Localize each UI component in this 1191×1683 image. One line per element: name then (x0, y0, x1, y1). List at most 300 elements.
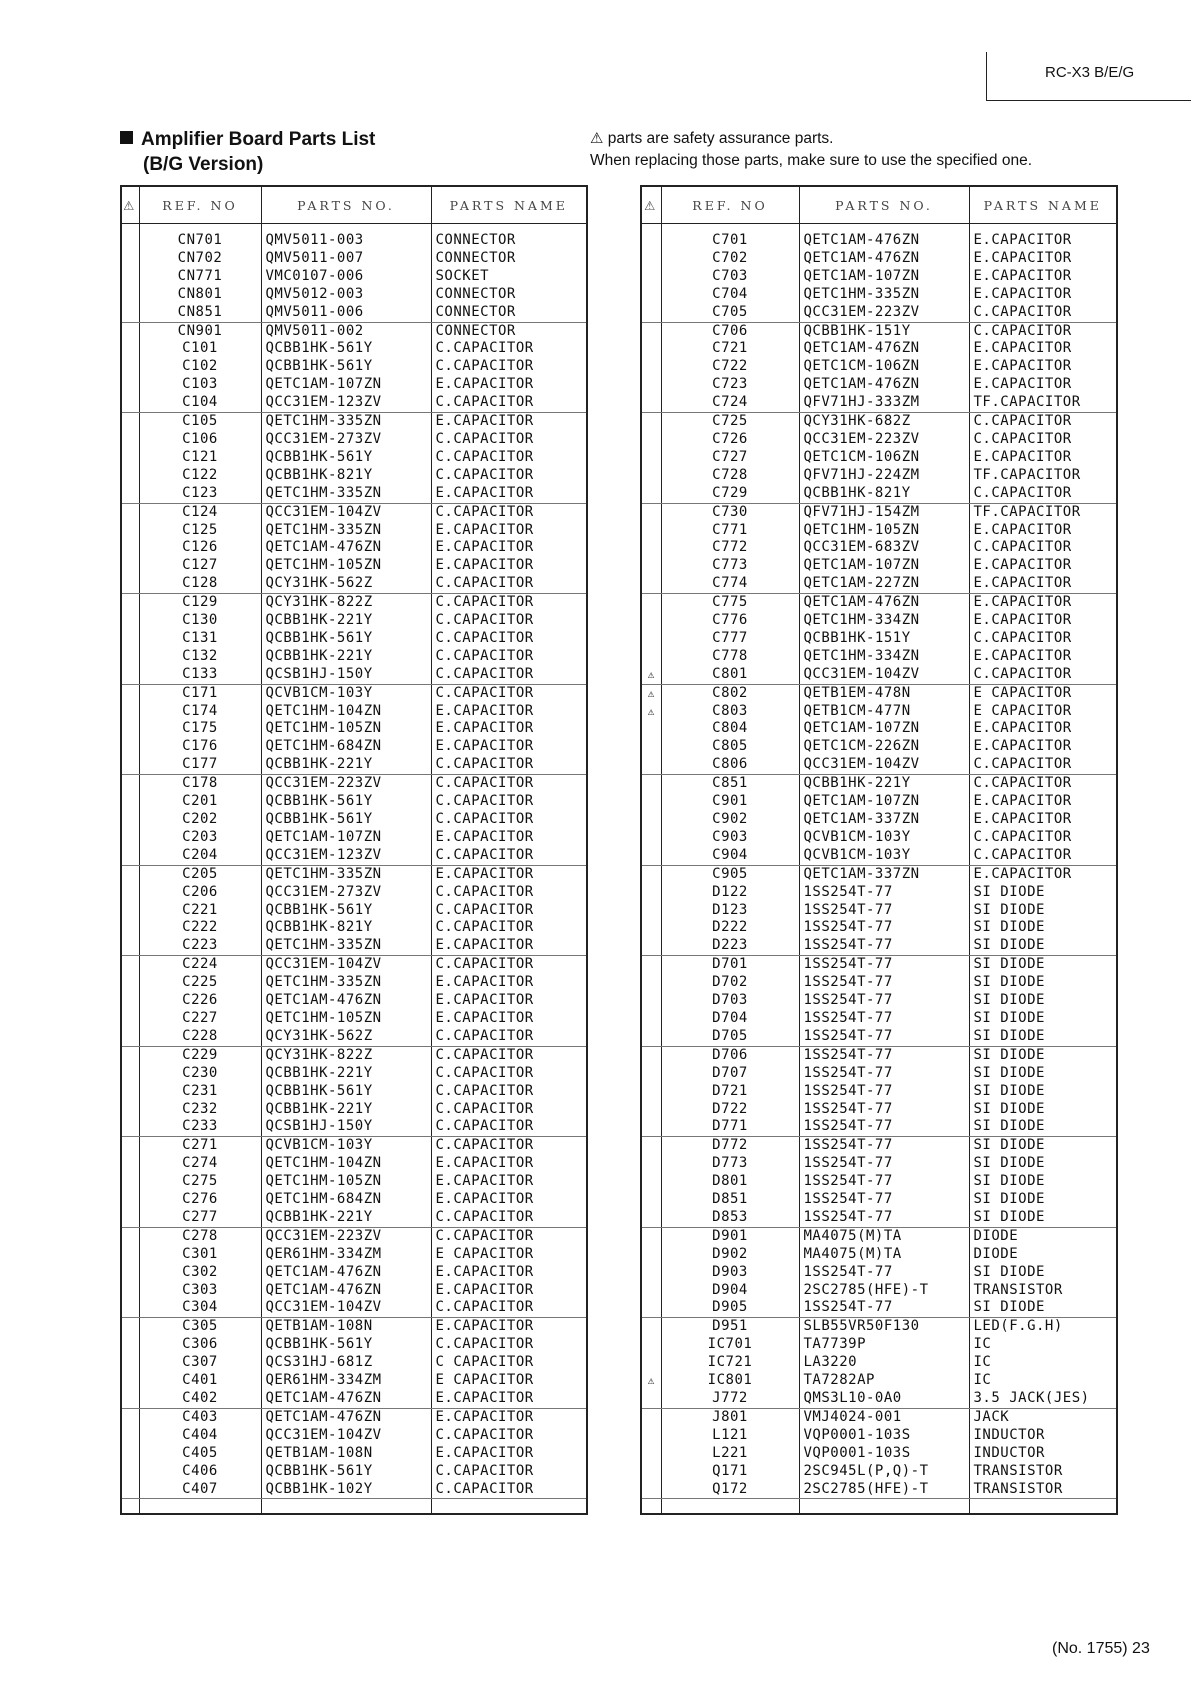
table-row (641, 1046, 1117, 1064)
ref-no-cell: C229 (139, 1046, 261, 1064)
safety-mark-cell (121, 992, 139, 1010)
parts-name-cell: E.CAPACITOR (431, 376, 587, 394)
safety-mark-cell (641, 1173, 661, 1191)
parts-no-cell: 1SS254T-77 (799, 1065, 969, 1083)
parts-name-cell: C.CAPACITOR (431, 884, 587, 902)
parts-name-cell: E.CAPACITOR (431, 557, 587, 575)
safety-mark-cell (121, 1101, 139, 1119)
safety-mark-cell (121, 1427, 139, 1445)
table-row (641, 268, 1117, 286)
ref-no-cell: C129 (139, 594, 261, 612)
safety-mark-cell (641, 1336, 661, 1354)
spacer-cell (139, 224, 261, 233)
safety-mark-cell (641, 738, 661, 756)
ref-no-cell: L221 (661, 1445, 799, 1463)
ref-no-cell: C301 (139, 1246, 261, 1264)
table-row (121, 847, 587, 865)
parts-no-cell: QCS31HJ-681Z (261, 1354, 431, 1372)
safety-mark-cell (121, 648, 139, 666)
safety-mark-cell (121, 340, 139, 358)
safety-mark-cell (641, 1299, 661, 1317)
parts-no-cell: QMV5011-003 (261, 232, 431, 250)
parts-name-cell: IC (969, 1336, 1117, 1354)
parts-no-cell: SLB55VR50F130 (799, 1318, 969, 1336)
parts-no-cell: QETC1HM-335ZN (261, 937, 431, 955)
ref-no-cell: C125 (139, 522, 261, 540)
table-row (641, 539, 1117, 557)
parts-no-cell: QETC1AM-476ZN (261, 1408, 431, 1426)
table-row (121, 322, 587, 340)
ref-no-cell: C222 (139, 919, 261, 937)
safety-mark-cell (641, 992, 661, 1010)
ref-no-cell: C175 (139, 720, 261, 738)
ref-no-cell: C774 (661, 575, 799, 593)
parts-no-cell: QETC1AM-107ZN (799, 793, 969, 811)
parts-name-cell: E.CAPACITOR (969, 648, 1117, 666)
safety-mark-cell (121, 829, 139, 847)
ref-no-cell: D704 (661, 1010, 799, 1028)
table-row (641, 1299, 1117, 1317)
ref-no-cell: C171 (139, 684, 261, 702)
safety-mark-cell (641, 340, 661, 358)
table-row (121, 1137, 587, 1155)
table-row (641, 358, 1117, 376)
table-row (641, 1083, 1117, 1101)
safety-mark-cell (121, 1010, 139, 1028)
safety-mark-cell (121, 1481, 139, 1499)
parts-no-cell: QCBB1HK-221Y (261, 648, 431, 666)
parts-no-cell: QETC1HM-334ZN (799, 648, 969, 666)
parts-no-cell: 1SS254T-77 (799, 1299, 969, 1317)
ref-no-cell: C176 (139, 738, 261, 756)
table-row (641, 884, 1117, 902)
parts-no-cell: QCY31HK-682Z (799, 413, 969, 431)
safety-mark-cell (641, 902, 661, 920)
table-row (641, 865, 1117, 883)
table-row (121, 250, 587, 268)
table-row (121, 1246, 587, 1264)
parts-no-cell: QCBB1HK-561Y (261, 1336, 431, 1354)
safety-mark-cell (641, 811, 661, 829)
safety-mark-cell (641, 1065, 661, 1083)
safety-mark-cell (641, 503, 661, 521)
ref-no-cell: D771 (661, 1118, 799, 1136)
parts-name-cell: E.CAPACITOR (431, 1155, 587, 1173)
parts-no-cell: 1SS254T-77 (799, 1046, 969, 1064)
table-row (121, 1445, 587, 1463)
table-row (641, 1336, 1117, 1354)
ref-no-cell: C205 (139, 865, 261, 883)
safety-mark-cell (121, 557, 139, 575)
safety-mark-cell (121, 485, 139, 503)
safety-mark-cell (121, 1083, 139, 1101)
parts-no-cell: QCBB1HK-561Y (261, 449, 431, 467)
table-row (641, 1209, 1117, 1227)
ref-no-cell: J801 (661, 1408, 799, 1426)
parts-no-cell: QETC1HM-105ZN (261, 1173, 431, 1191)
ref-no-cell: C203 (139, 829, 261, 847)
table-row (121, 775, 587, 793)
ref-no-cell: C307 (139, 1354, 261, 1372)
table-row (121, 1101, 587, 1119)
safety-mark-cell (641, 250, 661, 268)
safety-mark-cell (121, 1336, 139, 1354)
ref-no-cell: C225 (139, 974, 261, 992)
ref-no-cell: C403 (139, 1408, 261, 1426)
table-row (121, 793, 587, 811)
parts-name-cell: SI DIODE (969, 902, 1117, 920)
parts-no-cell: QCC31EM-273ZV (261, 884, 431, 902)
parts-name-cell: CONNECTOR (431, 250, 587, 268)
parts-name-cell: C.CAPACITOR (431, 847, 587, 865)
parts-name-cell: E.CAPACITOR (969, 358, 1117, 376)
ref-no-cell: C274 (139, 1155, 261, 1173)
safety-mark-cell (641, 974, 661, 992)
parts-name-cell: SI DIODE (969, 1155, 1117, 1173)
parts-name-cell: E.CAPACITOR (969, 793, 1117, 811)
table-row (121, 1299, 587, 1317)
parts-name-cell: E.CAPACITOR (431, 485, 587, 503)
header-safety: ⚠ (641, 186, 661, 224)
safety-mark-cell (121, 1173, 139, 1191)
safety-mark-cell (641, 1118, 661, 1136)
table-row (641, 1408, 1117, 1426)
parts-name-cell: E.CAPACITOR (969, 594, 1117, 612)
parts-no-cell: QETC1AM-476ZN (261, 1282, 431, 1300)
spacer-row (641, 1499, 1117, 1515)
parts-name-cell: C.CAPACITOR (969, 756, 1117, 774)
parts-name-cell: TRANSISTOR (969, 1282, 1117, 1300)
safety-mark-cell (641, 522, 661, 540)
parts-name-cell: E.CAPACITOR (431, 937, 587, 955)
table-row (121, 594, 587, 612)
parts-name-cell: SI DIODE (969, 1137, 1117, 1155)
spacer-cell (261, 224, 431, 233)
ref-no-cell: C102 (139, 358, 261, 376)
parts-no-cell: 1SS254T-77 (799, 937, 969, 955)
spacer-cell (641, 224, 661, 233)
parts-name-cell: C.CAPACITOR (431, 594, 587, 612)
safety-mark-cell (121, 1463, 139, 1481)
safety-mark-cell (641, 1191, 661, 1209)
spacer-cell (139, 1499, 261, 1515)
table-row (121, 1191, 587, 1209)
safety-mark-cell (641, 1282, 661, 1300)
table-row (641, 630, 1117, 648)
parts-name-cell: C.CAPACITOR (431, 575, 587, 593)
parts-no-cell: QCBB1HK-561Y (261, 340, 431, 358)
safety-mark-cell (641, 1028, 661, 1046)
ref-no-cell: C305 (139, 1318, 261, 1336)
table-row (121, 1481, 587, 1499)
page-title (120, 127, 375, 177)
parts-name-cell: E.CAPACITOR (431, 865, 587, 883)
safety-mark-cell (641, 286, 661, 304)
table-row (121, 1173, 587, 1191)
parts-name-cell: C.CAPACITOR (431, 1463, 587, 1481)
safety-mark-cell (121, 1390, 139, 1408)
safety-mark-cell (641, 1481, 661, 1499)
parts-name-cell: 3.5 JACK(JES) (969, 1390, 1117, 1408)
safety-mark-cell (641, 919, 661, 937)
ref-no-cell: C130 (139, 612, 261, 630)
parts-no-cell: 1SS254T-77 (799, 902, 969, 920)
table-row (121, 449, 587, 467)
safety-mark-cell (641, 956, 661, 974)
table-row (641, 250, 1117, 268)
parts-name-cell: C.CAPACITOR (431, 666, 587, 684)
safety-mark-cell (641, 376, 661, 394)
safety-mark-cell (641, 775, 661, 793)
table-row (641, 1101, 1117, 1119)
parts-no-cell: QCSB1HJ-150Y (261, 1118, 431, 1136)
warning-triangle-icon: ⚠ (590, 130, 604, 147)
safety-mark-cell (121, 376, 139, 394)
parts-no-cell: QETC1AM-476ZN (799, 340, 969, 358)
safety-mark-cell (641, 467, 661, 485)
parts-no-cell: QETC1HM-684ZN (261, 1191, 431, 1209)
table-row (121, 684, 587, 702)
safety-mark-cell (121, 594, 139, 612)
parts-name-cell: SI DIODE (969, 992, 1117, 1010)
table-row (121, 1046, 587, 1064)
parts-table-right (640, 185, 1118, 1515)
parts-name-cell: C.CAPACITOR (431, 1336, 587, 1354)
safety-mark-cell (641, 449, 661, 467)
ref-no-cell: C727 (661, 449, 799, 467)
parts-no-cell: QCBB1HK-102Y (261, 1481, 431, 1499)
table-row (641, 1463, 1117, 1481)
parts-no-cell: QCC31EM-104ZV (799, 666, 969, 684)
table-row (641, 340, 1117, 358)
parts-no-cell: QETB1CM-477N (799, 703, 969, 721)
ref-no-cell: CN851 (139, 304, 261, 322)
table-row (121, 1463, 587, 1481)
safety-mark-cell: ⚠ (641, 666, 661, 684)
ref-no-cell: C224 (139, 956, 261, 974)
parts-name-cell: C.CAPACITOR (431, 1227, 587, 1245)
header-parts-no: PARTS NO. (261, 186, 431, 224)
parts-name-cell: SI DIODE (969, 1264, 1117, 1282)
table-row (641, 1173, 1117, 1191)
parts-name-cell: C.CAPACITOR (969, 322, 1117, 340)
ref-no-cell: C106 (139, 431, 261, 449)
ref-no-cell: C306 (139, 1336, 261, 1354)
parts-no-cell: QCC31EM-104ZV (261, 1299, 431, 1317)
model-number: RC-X3 B/E/G (1045, 64, 1135, 81)
parts-no-cell: QETC1AM-337ZN (799, 811, 969, 829)
title-line-1: Amplifier Board Parts List (141, 129, 376, 150)
parts-name-cell: C.CAPACITOR (431, 775, 587, 793)
ref-no-cell: D902 (661, 1246, 799, 1264)
parts-no-cell: QCBB1HK-561Y (261, 630, 431, 648)
safety-mark-cell (121, 449, 139, 467)
ref-no-cell: C133 (139, 666, 261, 684)
table-row (121, 974, 587, 992)
table-row (121, 539, 587, 557)
parts-no-cell: 1SS254T-77 (799, 1264, 969, 1282)
parts-no-cell: QETC1HM-334ZN (799, 612, 969, 630)
ref-no-cell: C401 (139, 1372, 261, 1390)
header-parts-no: PARTS NO. (799, 186, 969, 224)
ref-no-cell: C775 (661, 594, 799, 612)
parts-name-cell: E.CAPACITOR (431, 974, 587, 992)
safety-mark-cell (121, 503, 139, 521)
table-row (641, 1191, 1117, 1209)
safety-mark-cell (121, 775, 139, 793)
safety-mark-cell (121, 1118, 139, 1136)
ref-no-cell: CN901 (139, 322, 261, 340)
parts-name-cell: C.CAPACITOR (431, 431, 587, 449)
parts-name-cell: C.CAPACITOR (431, 1046, 587, 1064)
table-row (641, 847, 1117, 865)
safety-mark-cell: ⚠ (641, 684, 661, 702)
spacer-cell (431, 1499, 587, 1515)
parts-no-cell: QFV71HJ-224ZM (799, 467, 969, 485)
ref-no-cell: C805 (661, 738, 799, 756)
parts-no-cell: QETC1CM-226ZN (799, 738, 969, 756)
parts-name-cell: C.CAPACITOR (431, 902, 587, 920)
ref-no-cell: D903 (661, 1264, 799, 1282)
parts-no-cell: QCC31EM-223ZV (261, 1227, 431, 1245)
parts-no-cell: QMV5012-003 (261, 286, 431, 304)
parts-no-cell: QETC1AM-107ZN (799, 557, 969, 575)
safety-mark-cell (641, 304, 661, 322)
safety-mark-cell (641, 1445, 661, 1463)
parts-name-cell: SI DIODE (969, 1065, 1117, 1083)
parts-no-cell: 1SS254T-77 (799, 1101, 969, 1119)
ref-no-cell: C304 (139, 1299, 261, 1317)
parts-no-cell: QETC1HM-335ZN (261, 865, 431, 883)
table-row (121, 1010, 587, 1028)
ref-no-cell: C404 (139, 1427, 261, 1445)
table-row (641, 1010, 1117, 1028)
parts-name-cell: C.CAPACITOR (431, 1083, 587, 1101)
ref-no-cell: D773 (661, 1155, 799, 1173)
spacer-row (121, 224, 587, 233)
parts-name-cell: C.CAPACITOR (431, 648, 587, 666)
parts-name-cell: E.CAPACITOR (969, 340, 1117, 358)
safety-mark-cell (641, 865, 661, 883)
parts-name-cell: INDUCTOR (969, 1427, 1117, 1445)
header-ref-no: REF. NO (139, 186, 261, 224)
spacer-cell (661, 224, 799, 233)
ref-no-cell: D772 (661, 1137, 799, 1155)
safety-mark-cell (641, 1155, 661, 1173)
parts-no-cell: QETC1AM-476ZN (261, 539, 431, 557)
parts-table-left (120, 185, 588, 1515)
table-row (121, 1083, 587, 1101)
parts-no-cell: 1SS254T-77 (799, 1137, 969, 1155)
square-bullet-icon (120, 131, 133, 144)
parts-name-cell: SI DIODE (969, 937, 1117, 955)
safety-mark-cell (641, 884, 661, 902)
parts-no-cell: QCY31HK-562Z (261, 1028, 431, 1046)
parts-name-cell: C.CAPACITOR (431, 467, 587, 485)
parts-no-cell: QCC31EM-223ZV (261, 775, 431, 793)
parts-no-cell: 1SS254T-77 (799, 1028, 969, 1046)
parts-no-cell: MA4075(M)TA (799, 1227, 969, 1245)
table-row (641, 485, 1117, 503)
parts-name-cell: C.CAPACITOR (431, 612, 587, 630)
table-row (121, 919, 587, 937)
table-row (121, 503, 587, 521)
parts-no-cell: QETC1CM-106ZN (799, 449, 969, 467)
table-row (641, 992, 1117, 1010)
parts-name-cell: JACK (969, 1408, 1117, 1426)
table-row (641, 1427, 1117, 1445)
ref-no-cell: C132 (139, 648, 261, 666)
ref-no-cell: C124 (139, 503, 261, 521)
parts-no-cell: LA3220 (799, 1354, 969, 1372)
ref-no-cell: C722 (661, 358, 799, 376)
safety-mark-cell (641, 594, 661, 612)
ref-no-cell: C772 (661, 539, 799, 557)
ref-no-cell: C202 (139, 811, 261, 829)
spacer-cell (121, 1499, 139, 1515)
parts-no-cell: 1SS254T-77 (799, 919, 969, 937)
parts-no-cell: QCBB1HK-561Y (261, 902, 431, 920)
parts-name-cell: E.CAPACITOR (431, 1264, 587, 1282)
safety-mark-cell (641, 1101, 661, 1119)
table-header-row (121, 186, 587, 224)
ref-no-cell: D706 (661, 1046, 799, 1064)
parts-name-cell: C.CAPACITOR (431, 1209, 587, 1227)
ref-no-cell: C730 (661, 503, 799, 521)
parts-name-cell: INDUCTOR (969, 1445, 1117, 1463)
parts-no-cell: QETB1AM-108N (261, 1445, 431, 1463)
table-row (641, 829, 1117, 847)
spacer-cell (661, 1499, 799, 1515)
ref-no-cell: C232 (139, 1101, 261, 1119)
safety-mark-cell (121, 304, 139, 322)
parts-no-cell: QCC31EM-123ZV (261, 847, 431, 865)
parts-no-cell: QCBB1HK-221Y (261, 1209, 431, 1227)
ref-no-cell: C302 (139, 1264, 261, 1282)
ref-no-cell: D122 (661, 884, 799, 902)
parts-name-cell: DIODE (969, 1246, 1117, 1264)
parts-no-cell: 1SS254T-77 (799, 1173, 969, 1191)
table-row (641, 738, 1117, 756)
parts-name-cell: C.CAPACITOR (969, 775, 1117, 793)
parts-no-cell: 1SS254T-77 (799, 1155, 969, 1173)
ref-no-cell: D851 (661, 1191, 799, 1209)
safety-mark-cell (121, 1372, 139, 1390)
parts-name-cell: SI DIODE (969, 1191, 1117, 1209)
table-row (641, 1445, 1117, 1463)
safety-mark-cell (121, 575, 139, 593)
parts-name-cell: E.CAPACITOR (969, 865, 1117, 883)
title-line-2: (B/G Version) (143, 154, 264, 175)
table-row (641, 1264, 1117, 1282)
parts-no-cell: QETC1AM-476ZN (261, 992, 431, 1010)
safety-mark-cell (121, 522, 139, 540)
parts-no-cell: 1SS254T-77 (799, 1118, 969, 1136)
safety-mark-cell (121, 974, 139, 992)
table-row (641, 431, 1117, 449)
safety-mark-cell (121, 431, 139, 449)
header-parts-name: PARTS NAME (969, 186, 1117, 224)
parts-name-cell: C.CAPACITOR (431, 1101, 587, 1119)
parts-name-cell: SI DIODE (969, 1118, 1117, 1136)
parts-no-cell: QETC1HM-104ZN (261, 703, 431, 721)
safety-mark-cell (641, 937, 661, 955)
parts-name-cell: TF.CAPACITOR (969, 394, 1117, 412)
ref-no-cell: Q172 (661, 1481, 799, 1499)
parts-no-cell: QCY31HK-822Z (261, 1046, 431, 1064)
ref-no-cell: C276 (139, 1191, 261, 1209)
parts-no-cell: VQP0001-103S (799, 1445, 969, 1463)
